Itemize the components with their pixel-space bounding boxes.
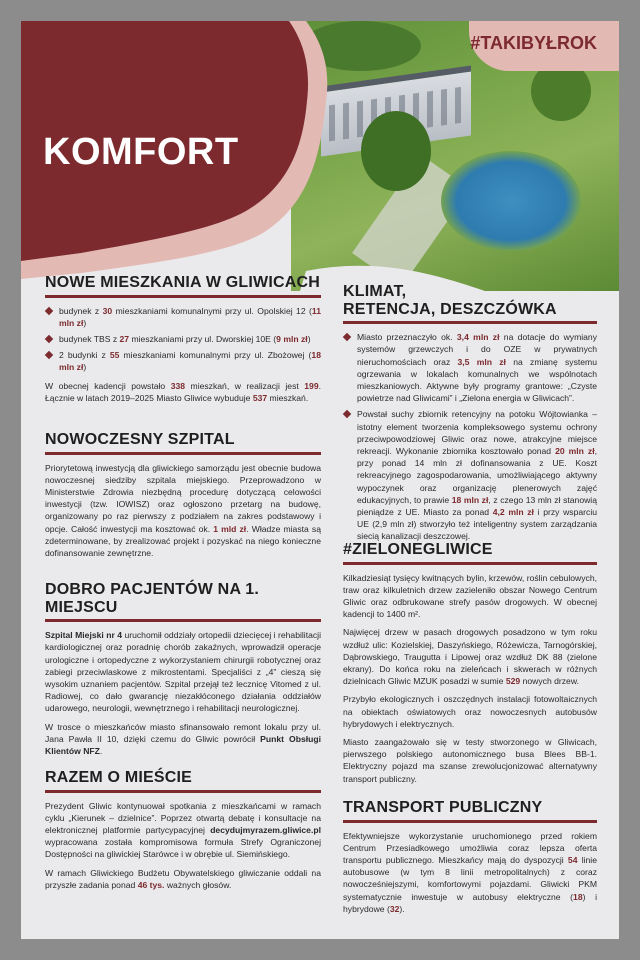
hashtag-label: #TAKIBYŁROK bbox=[470, 33, 597, 53]
list-item: Powstał suchy zbiornik retencyjny na potoku Wójtowianka – istotny element tworzenia kompleksowego systemu ochrony przeciwpowodziowej Gliwic oraz nowe, atrakcyjne miejsce rekreacji. Wykonanie zbiornika kosztowało ponad 20 mln zł, przy ponad 14 mln zł dofinansowania z UE. Koszt rekreacyjnego zagospodarowania, umożliwiającego aktywny wypoczynek oraz organizację plenerowych zajęć edukacyjnych, to prawie 18 mln zł, z czego 13 mln zł stanowią pieniądze z UE. Miasto za ponad 4,2 mln zł i przy wsparciu UE (2,9 mln zł) stworzyło też inteligentny system zarządzania siecią kanalizacji deszczowej. bbox=[343, 408, 597, 542]
paragraph: Szpital Miejski nr 4 uruchomił oddziały ortopedii dziecięcej i rehabilitacji kardiologicznej oraz poradnię chorób zakaźnych, wprowadził operacje urologiczne i ortopedyczne z wykorzystaniem chirurgii robotycznej oraz zabiegi przeciwlaskowe z mikrostentami. Specjaliści z „4” cieszą się wysokim uznaniem pacjentów. Szpital przejął też lecznicę Vitomed z ul. Radiowej, co dało gwarancję niezakłóconego działania oddziałów udarowego, neurologii, wewnętrznego i rehabilitacji neurologicznej. bbox=[45, 630, 322, 714]
section-heading: KLIMAT, RETENCJA, DESZCZÓWKA bbox=[343, 283, 597, 324]
paragraph: Efektywniejsze wykorzystanie uruchomionego przed rokiem Centrum Przesiadkowego umożliwia coraz lepsza oferta transportu publicznego. Mieszkańcy mają do dyspozycji 54 linie autobusowe (w tym 8 linii metropolitalnych) z coraz nowocześniejszymi, komfortowymi pojazdami. Gliwicki PKM systematycznie inwestuje w autobusy elektryczne (18) i hybrydowe (32). bbox=[343, 830, 597, 914]
list-item: budynek TBS z 27 mieszkaniami przy ul. Dworskiej 10E (9 mln zł) bbox=[45, 333, 321, 345]
section-klimat bbox=[343, 283, 597, 549]
paragraph: W obecnej kadencji powstało 338 mieszkań, w realizacji jest 199. Łącznie w latach 2019–2025 Miasto Gliwice wybuduje 537 mieszkań. bbox=[45, 380, 321, 403]
section-nowoczesny-szpital bbox=[45, 431, 321, 565]
section-heading: RAZEM O MIEŚCIE bbox=[45, 769, 321, 793]
paragraph: Najwięcej drzew w pasach drogowych posadzono w tym roku wzdłuż ulic: Kozielskiej, Daszyńskiego, Różewicza, Tarnogórskiej, Dąbrowskiego, Traugutta i Lipowej oraz wzdłuż DK 88 (zielone ekrany). Do końca roku na zieleńcach i skwerach w różnych dzielnicach Gliwic MZUK posadzi w sumie 529 nowych drzew. bbox=[343, 627, 597, 687]
section-zielone-gliwice bbox=[343, 541, 597, 791]
paragraph: Przybyło ekologicznych i oszczędnych instalacji fotowoltaicznych na obiektach oświatowych oraz nowoczesnych autobusów hybrydowych i elektrycznych. bbox=[343, 694, 597, 729]
section-razem-o-miescie bbox=[45, 769, 321, 897]
list-item: budynek z 30 mieszkaniami komunalnymi przy ul. Opolskiej 12 (11 mln zł) bbox=[45, 305, 321, 329]
section-heading: NOWOCZESNY SZPITAL bbox=[45, 431, 321, 455]
section-heading: #ZIELONEGLIWICE bbox=[343, 541, 597, 565]
poster-page bbox=[21, 21, 619, 939]
section-dobro-pacjentow bbox=[45, 581, 321, 763]
apartments-list bbox=[45, 305, 321, 374]
list-item: Miasto przeznaczyło ok. 3,4 mln zł na dotacje do wymiany systemów grzewczych i do OZE w prywatnych nieruchomościach oraz 3,5 mln zł na zmianę systemu ogrzewania w lokalach komunalnych we wspólnotach mieszkaniowych. Aktywne były programy grantowe: „Czyste powietrze nad Gliwicami” i „Zielona energia w Gliwicach”. bbox=[343, 331, 597, 404]
paragraph: Kilkadziesiąt tysięcy kwitnących bylin, krzewów, roślin cebulowych, traw oraz kilkuletnich drzew zazieleniło obszar Nowego Centrum Gliwic oraz odbrukowane strefy pasów drogowych. W obecnej kadencji to 1400 m². bbox=[343, 572, 597, 620]
paragraph: Prezydent Gliwic kontynuował spotkania z mieszkańcami w ramach cyklu „Kierunek – dzielnice”. Poprzez otwartą debatę i konsultacje na elektronicznej platformie partycypacyjnej decydujmyrazem.gliwice.pl wypracowana została kompromisowa formuła Strefy Ograniczonej Dostępności na gliwickiej Starówce i w obrębie ul. Siemińskiego. bbox=[45, 800, 321, 860]
paragraph: W trosce o mieszkańców miasto sfinansowało remont lokalu przy ul. Jana Pawła II 10, dzięki czemu do Gliwic powrócił Punkt Obsługi Klientów NFZ. bbox=[45, 721, 322, 757]
section-heading: NOWE MIESZKANIA W GLIWICACH bbox=[45, 274, 321, 298]
list-item: 2 budynki z 55 mieszkaniami komunalnymi przy ul. Zbożowej (18 mln zł) bbox=[45, 349, 321, 373]
section-transport-publiczny bbox=[343, 799, 597, 921]
section-heading: DOBRO PACJENTÓW NA 1. MIEJSCU bbox=[45, 581, 321, 622]
section-heading: TRANSPORT PUBLICZNY bbox=[343, 799, 597, 823]
paragraph: Priorytetową inwestycją dla gliwickiego samorządu jest obecnie budowa nowoczesnej siedziby szpitala miejskiego. Przeprowadzono w Ministerstwie Zdrowia niezbędną procedurę dotyczącą celowości inwestycji (tzw. IOWISZ) oraz ogłoszono przetarg na budowę, organizowany po raz pierwszy z podziałem na zakres podstawowy i opcje. Całość inwestycji ma kosztować ok. 1 mld zł. Władze miasta są zdeterminowane, by zrealizować projekt i pozyskać na niego konieczne dofinansowanie zewnętrzne. bbox=[45, 462, 321, 559]
page-title: KOMFORT bbox=[43, 131, 239, 173]
paragraph: W ramach Gliwickiego Budżetu Obywatelskiego gliwiczanie oddali na przyszłe zadania ponad 46 tys. ważnych głosów. bbox=[45, 867, 321, 890]
climate-list bbox=[343, 331, 597, 542]
paragraph: Miasto zaangażowało się w testy stworzonego w Gliwicach, pierwszego polskiego autonomicznego busa Blees BB-1. Elektryczny pojazd ma szanse zrewolucjonizować alternatywny transport publiczny. bbox=[343, 737, 597, 784]
section-nowe-mieszkania bbox=[45, 274, 321, 410]
